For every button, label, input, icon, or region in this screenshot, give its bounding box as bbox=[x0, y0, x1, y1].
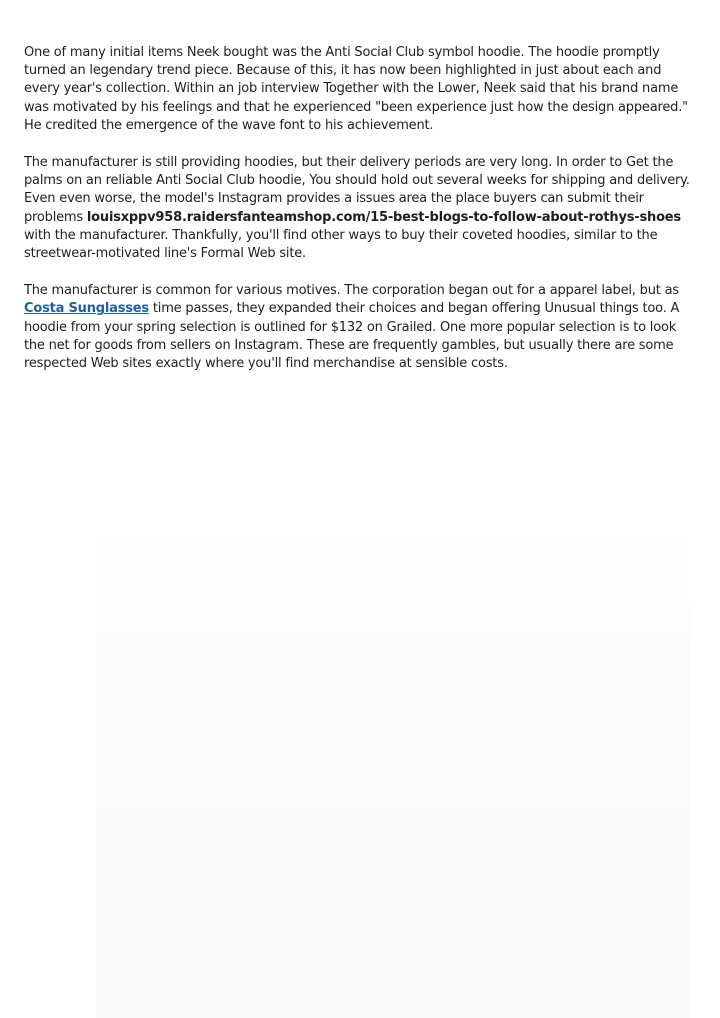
paragraph-3-text-before: The manufacturer is common for various motives. The corporation began out for a apparel label, but as bbox=[24, 283, 679, 299]
costa-sunglasses-link[interactable]: Costa Sunglasses bbox=[24, 301, 149, 317]
paragraph-3 bbox=[24, 282, 700, 373]
page-background-shade bbox=[96, 520, 690, 1018]
paragraph-3-text-after: time passes, they expanded their choices and began offering Unusual things too. A hoodie from your spring selection is outlined for $132 on Grailed. One more popular selection is to look the net for goods from sellers on Instagram. These are frequently gambles, but usually there are some respected Web sites exactly where you'll find merchandise at sensible costs. bbox=[24, 301, 680, 372]
article-body bbox=[24, 44, 700, 392]
paragraph-2-text-before: The manufacturer is still providing hoodies, but their delivery periods are very long. In order to Get the palms on an reliable Anti Social Club hoodie, You should hold out several weeks for shipping and delivery. Even even worse, the model's Instagram provides a issues area the place buyers can submit their problems bbox=[24, 155, 690, 225]
paragraph-2 bbox=[24, 154, 700, 263]
paragraph-1 bbox=[24, 44, 700, 135]
paragraph-2-text-after: with the manufacturer. Thankfully, you'll find other ways to buy their coveted hoodies, similar to the streetwear-motivated line's Formal Web site. bbox=[24, 227, 658, 262]
paragraph-1-text: One of many initial items Neek bought was the Anti Social Club symbol hoodie. The hoodie promptly turned an legendary trend piece. Because of this, it has now been highlighted in just about each and every year's collection. Within an job interview Together with the Lower, Neek said that his brand name was motivated by his feelings and that he experienced "been experience just how the design appeared." He credited the emergence of the wave font to his achievement. bbox=[24, 45, 688, 133]
bold-url-text: louisxppv958.raidersfanteamshop.com/15-best-blogs-to-follow-about-rothys-shoes bbox=[86, 209, 681, 225]
